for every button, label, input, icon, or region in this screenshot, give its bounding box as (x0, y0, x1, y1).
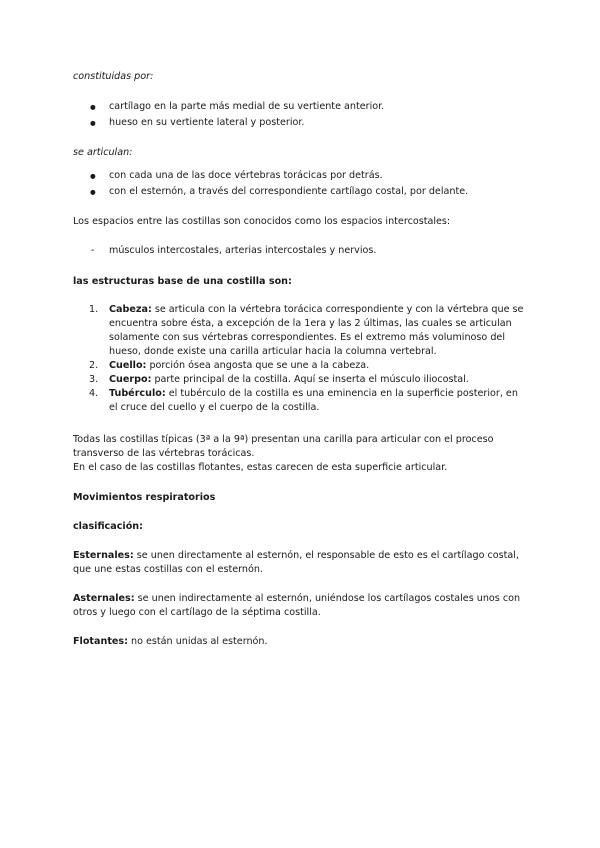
item-number: 1. (89, 304, 99, 315)
floating-ribs-paragraph: En el caso de las costillas flotantes, estas carecen de esta superficie articular. (73, 462, 448, 473)
structure-item (73, 359, 528, 373)
typical-ribs-paragraph: Todas las costillas típicas (3ª a la 9ª) presentan una carilla para articular con el proceso transverso de las vértebras torácicas. (73, 434, 494, 459)
item-number: 3. (89, 374, 99, 385)
list-item: ● con cada una de las doce vértebras torácicas por detrás. (73, 168, 533, 184)
item-term: Tubérculo: (109, 388, 166, 399)
list-item: ● cartílago en la parte más medial de su vertiente anterior. (73, 99, 533, 115)
item-description: parte principal de la costilla. Aquí se inserta el músculo iliocostal. (151, 374, 469, 385)
list-item: ● hueso en su vertiente lateral y posterior. (73, 115, 533, 131)
item-term: Flotantes: (73, 636, 128, 647)
item-description: se articula con la vértebra torácica correspondiente y con la vértebra que se encuentra sobre ésta, a excepción de la 1era y las 2 últimas, las cuales se articulan solamente con sus vértebras correspondientes. Es el extremo más voluminoso del hueso, donde existe una carilla articular hacia la columna vertebral. (109, 304, 524, 357)
structures-heading: las estructuras base de una costilla son: (73, 276, 292, 287)
structure-item (73, 373, 528, 387)
articulation-list (73, 168, 533, 200)
classification-item-asternales (73, 592, 533, 620)
item-number: 2. (89, 360, 99, 371)
item-term: Cuello: (109, 360, 147, 371)
item-description: porción ósea angosta que se une a la cabeza. (146, 360, 370, 371)
item-description: el tubérculo de la costilla es una eminencia en la superficie posterior, en el cruce del cuello y el cuerpo de la costilla. (109, 388, 518, 413)
classification-heading: clasificación: (73, 521, 143, 532)
list-item: - músculos intercostales, arterias intercostales y nervios. (73, 244, 533, 258)
structure-item (73, 303, 528, 359)
classification-item-esternales (73, 549, 533, 577)
item-description: se unen indirectamente al esternón, uniéndose los cartílagos costales unos con otros y luego con el cartílago de la séptima costilla. (73, 593, 521, 618)
composition-label: constituidas por: (73, 71, 154, 82)
structures-list (73, 303, 528, 415)
item-term: Esternales: (73, 550, 134, 561)
list-item: ● con el esternón, a través del correspondiente cartílago costal, por delante. (73, 184, 533, 200)
item-description: no están unidas al esternón. (127, 636, 268, 647)
item-term: Asternales: (73, 593, 135, 604)
item-number: 4. (89, 388, 99, 399)
item-description: se unen directamente al esternón, el responsable de esto es el cartílago costal, que une estas costillas con el esternón. (73, 550, 519, 575)
spaces-paragraph: Los espacios entre las costillas son conocidos como los espacios intercostales: (73, 216, 451, 227)
item-term: Cabeza: (109, 304, 152, 315)
movements-heading: Movimientos respiratorios (73, 492, 216, 503)
classification-item-flotantes (73, 635, 533, 649)
composition-list (73, 99, 533, 131)
spaces-list (73, 244, 533, 258)
structure-item (73, 387, 528, 415)
item-term: Cuerpo: (109, 374, 152, 385)
articulation-label: se articulan: (73, 147, 133, 158)
